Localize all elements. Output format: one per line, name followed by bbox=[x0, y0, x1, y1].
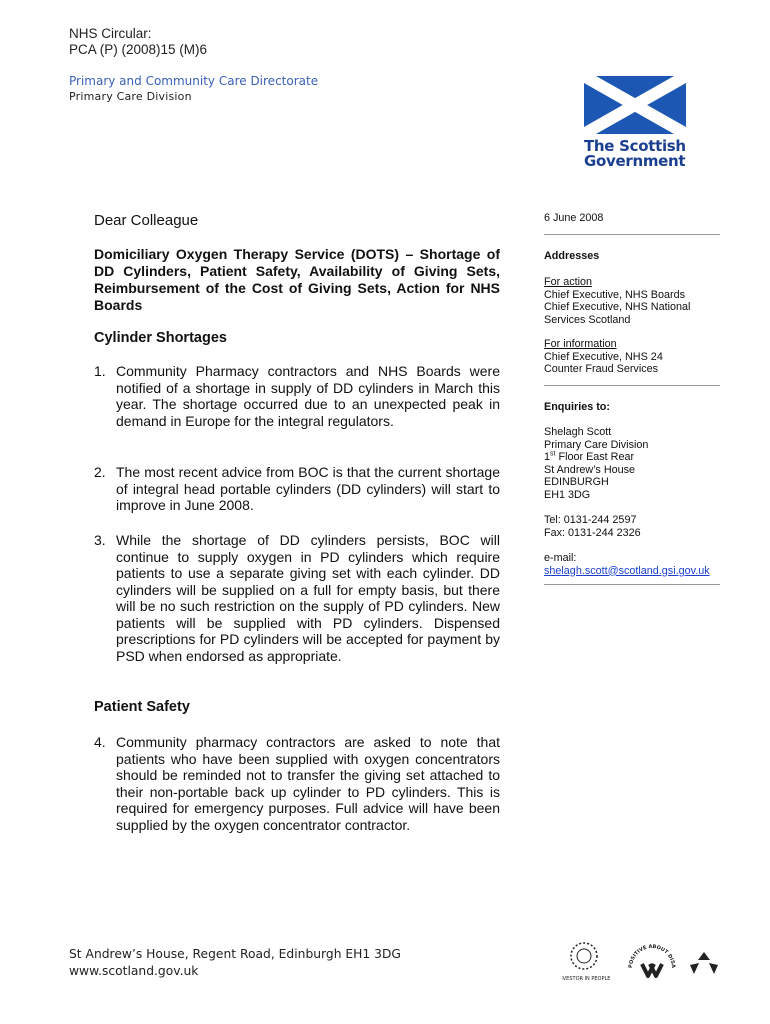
divider bbox=[544, 234, 720, 235]
paragraph-1 bbox=[94, 363, 500, 429]
email-link[interactable]: shelagh.scott@scotland.gsi.gov.uk bbox=[544, 564, 710, 577]
paragraph-2 bbox=[94, 464, 500, 514]
for-info-recipient: Chief Executive, NHS 24 bbox=[544, 350, 663, 363]
addresses-label: Addresses bbox=[544, 250, 600, 262]
division-name: Primary Care Division bbox=[69, 90, 192, 103]
paragraph-text: Community Pharmacy contractors and NHS Boards were notified of a shortage in supply of DD cylinders in March this year. The shortage occurred due to an unexpected peak in demand in Europe for the integral regulators. bbox=[116, 363, 500, 429]
contact-name: Shelagh Scott bbox=[544, 426, 612, 438]
svg-text:POSITIVE ABOUT DISABLED PEOPLE bbox=[562, 940, 676, 968]
circular-line1: NHS Circular: bbox=[69, 26, 152, 41]
for-action-recipient: Chief Executive, NHS National bbox=[544, 301, 691, 314]
enquiries-label: Enquiries to: bbox=[544, 401, 610, 413]
salutation: Dear Colleague bbox=[94, 212, 199, 229]
letter-date: 6 June 2008 bbox=[544, 212, 604, 224]
heading-cylinder-shortages: Cylinder Shortages bbox=[94, 330, 227, 346]
footer-address bbox=[69, 946, 401, 980]
contact-email bbox=[544, 552, 734, 577]
for-action-label: For action bbox=[544, 276, 593, 288]
paragraph-text: The most recent advice from BOC is that the current shortage of integral head portable cylinders (DD cylinders) will start to improve in June 2008. bbox=[116, 464, 500, 513]
circular-reference bbox=[69, 26, 207, 58]
contact-division: Primary Care Division bbox=[544, 438, 649, 451]
recycle-icon bbox=[690, 952, 718, 974]
paragraph-text: Community pharmacy contractors are asked to note that patients who have been supplied with oxygen concentrators should be reminded not to transfer the giving set attached to their non-portable back up cylinder to PD cylinders. This is required for emergency purposes. Full advice will have been supplied by the oxygen concentrator contractor. bbox=[116, 734, 500, 833]
divider bbox=[544, 385, 720, 386]
telephone: Tel: 0131-244 2597 bbox=[544, 514, 637, 526]
circular-line2: PCA (P) (2008)15 (M)6 bbox=[69, 42, 208, 57]
badge-investor-text: INVESTOR IN PEOPLE bbox=[562, 976, 611, 982]
footer-street-address: St Andrew’s House, Regent Road, Edinburgh EH1 3DG bbox=[69, 947, 401, 961]
logo-wordmark bbox=[584, 139, 688, 169]
paragraph-text: While the shortage of DD cylinders persists, BOC will continue to supply oxygen in PD cylinders which require patients to use a separate giving set with each cylinder. DD cylinders will be supplied on a full for empty basis, but there will be no such restriction on the supply of PD cylinders. New patients will be supplied with PD cylinders. Dispensed prescriptions for PD cylinders will be accepted for payment by PSD when endorsed as appropriate. bbox=[116, 532, 500, 664]
paragraph-number: 1. bbox=[94, 363, 106, 379]
footer-website[interactable]: www.scotland.gov.uk bbox=[69, 964, 199, 978]
contact-phone bbox=[544, 514, 724, 539]
positive-about-disabled-people-icon bbox=[562, 940, 676, 976]
for-info-recipient: Counter Fraud Services bbox=[544, 363, 659, 376]
divider bbox=[544, 584, 720, 585]
paragraph-number: 4. bbox=[94, 734, 106, 750]
letter-subject: Domiciliary Oxygen Therapy Service (DOTS) – Shortage of DD Cylinders, Patient Safety, Availability of Giving Sets, Reimbursement of the Cost of Giving Sets, Action for NHS Boards bbox=[94, 246, 500, 313]
investor-in-people-icon bbox=[562, 943, 610, 982]
paragraph-number: 2. bbox=[94, 464, 106, 480]
badge-disabled-text: POSITIVE ABOUT DISA bbox=[627, 943, 677, 969]
paragraph-3 bbox=[94, 532, 500, 664]
paragraph-4 bbox=[94, 734, 500, 833]
scottish-government-logo bbox=[584, 76, 688, 169]
contact-postcode: EH1 3DG bbox=[544, 488, 591, 501]
fax: Fax: 0131-244 2326 bbox=[544, 526, 641, 539]
directorate-name: Primary and Community Care Directorate bbox=[69, 74, 319, 88]
heading-patient-safety: Patient Safety bbox=[94, 699, 190, 715]
email-label: e-mail: bbox=[544, 552, 577, 564]
logo-line2: Government bbox=[584, 152, 686, 170]
saltire-flag-icon bbox=[584, 76, 686, 134]
for-info-label: For information bbox=[544, 338, 617, 350]
contact-floor: 1st Floor East Rear bbox=[544, 450, 635, 464]
for-action-recipient: Services Scotland bbox=[544, 313, 631, 326]
logo-line1: The Scottish bbox=[584, 137, 686, 155]
contact-city: EDINBURGH bbox=[544, 476, 609, 489]
for-action-block bbox=[544, 276, 724, 326]
accreditation-badges bbox=[562, 940, 722, 988]
for-information-block bbox=[544, 338, 724, 376]
for-action-recipient: Chief Executive, NHS Boards bbox=[544, 288, 686, 301]
contact-house: St Andrew’s House bbox=[544, 463, 636, 476]
paragraph-number: 3. bbox=[94, 532, 106, 548]
contact-address bbox=[544, 426, 724, 502]
